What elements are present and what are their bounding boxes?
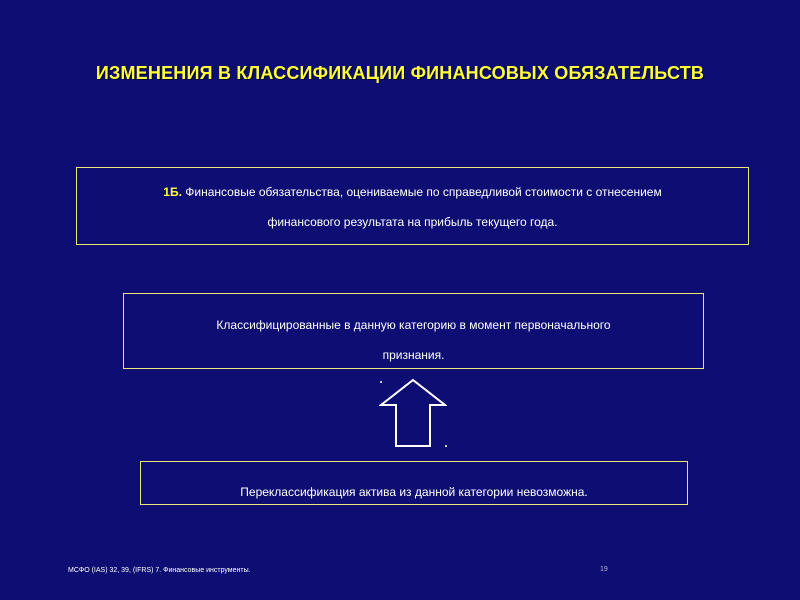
category-description-line-1: Финансовые обязательства, оцениваемые по справедливой стоимости с отнесением [185, 185, 662, 199]
small-dot-top [380, 381, 382, 383]
category-description-line-2: финансового результата на прибыль текущего года. [267, 215, 558, 229]
slide-title: ИЗМЕНЕНИЯ В КЛАССИФИКАЦИИ ФИНАНСОВЫХ ОБЯЗАТЕЛЬСТВ [95, 63, 705, 83]
initial-recognition-box [123, 293, 704, 369]
initial-recognition-line-2: признания. [382, 348, 445, 362]
slide-number: 19 [600, 566, 608, 573]
reclassification-text: Переклассификация актива из данной категории невозможна. [240, 485, 588, 499]
liability-category-box [76, 167, 749, 245]
category-code: 1Б. [163, 185, 182, 199]
initial-recognition-line-1: Классифицированные в данную категорию в момент первоначального [216, 318, 611, 332]
small-dot-bottom [445, 445, 447, 447]
up-arrow-icon [379, 378, 447, 448]
footer-reference: МСФО (IAS) 32, 39, (IFRS) 7. Финансовые инструменты. [68, 567, 251, 574]
reclassification-box [140, 461, 688, 505]
